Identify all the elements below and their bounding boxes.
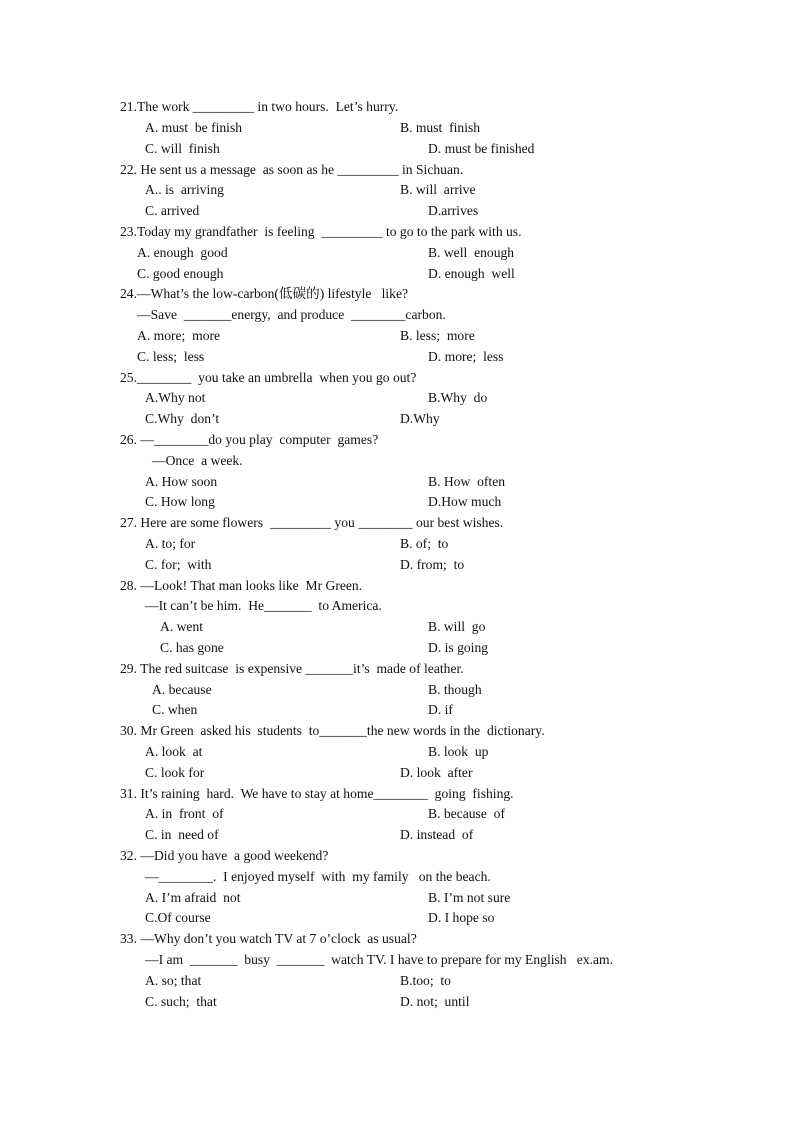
question-31-option-d: D. instead of: [400, 827, 474, 842]
question-27-stem: 27. Here are some flowers _________ you ________ our best wishes.: [120, 515, 504, 530]
question-29-stem: 29. The red suitcase is expensive _______it’s made of leather.: [120, 661, 464, 676]
question-32-option-a: A. I’m afraid not: [145, 890, 241, 905]
question-26-option-a: A. How soon: [145, 474, 218, 489]
question-32-option-b: B. I’m not sure: [428, 890, 511, 905]
question-24-stem: 24.—What’s the low-carbon(低碳的) lifestyle like?: [120, 286, 409, 301]
question-24-option-c: C. less; less: [137, 349, 205, 364]
question-26-option-d: D.How much: [428, 494, 502, 509]
question-30-option-c: C. look for: [145, 765, 205, 780]
question-28-option-b: B. will go: [428, 619, 486, 634]
question-22-option-c: C. arrived: [145, 203, 200, 218]
question-32-reply: —________. I enjoyed myself with my family on the beach.: [145, 869, 491, 884]
question-30-option-b: B. look up: [428, 744, 489, 759]
question-21-stem: 21.The work _________ in two hours. Let’s hurry.: [120, 99, 399, 114]
question-29-option-c: C. when: [152, 702, 198, 717]
question-28-option-d: D. is going: [428, 640, 489, 655]
question-33-option-b: B.too; to: [400, 973, 451, 988]
question-25-option-b: B.Why do: [428, 390, 488, 405]
question-28-reply: —It can’t be him. He_______ to America.: [145, 598, 382, 613]
question-33-option-c: C. such; that: [145, 994, 217, 1009]
question-33-stem: 33. —Why don’t you watch TV at 7 o’clock as usual?: [120, 931, 417, 946]
question-24-option-d: D. more; less: [428, 349, 504, 364]
question-26-reply: —Once a week.: [152, 453, 243, 468]
question-23-option-c: C. good enough: [137, 266, 224, 281]
question-21-option-c: C. will finish: [145, 141, 220, 156]
question-27-option-c: C. for; with: [145, 557, 212, 572]
question-33-option-d: D. not; until: [400, 994, 470, 1009]
question-22-option-b: B. will arrive: [400, 182, 476, 197]
question-33-option-a: A. so; that: [145, 973, 202, 988]
question-28-option-a: A. went: [160, 619, 204, 634]
question-24-option-a: A. more; more: [137, 328, 221, 343]
question-25-option-c: C.Why don’t: [145, 411, 220, 426]
question-21-option-d: D. must be finished: [428, 141, 535, 156]
question-29-option-d: D. if: [428, 702, 453, 717]
question-32-option-d: D. I hope so: [428, 910, 495, 925]
question-27-option-a: A. to; for: [145, 536, 196, 551]
question-30-stem: 30. Mr Green asked his students to_______the new words in the dictionary.: [120, 723, 545, 738]
question-23-option-b: B. well enough: [428, 245, 515, 260]
question-23-stem: 23.Today my grandfather is feeling _________ to go to the park with us.: [120, 224, 522, 239]
question-30-option-a: A. look at: [145, 744, 203, 759]
question-28-option-c: C. has gone: [160, 640, 224, 655]
question-21-option-b: B. must finish: [400, 120, 481, 135]
question-26-option-c: C. How long: [145, 494, 215, 509]
question-26-option-b: B. How often: [428, 474, 506, 489]
question-33-reply: —I am _______ busy _______ watch TV. I have to prepare for my English ex.am.: [145, 952, 614, 967]
question-31-option-c: C. in need of: [145, 827, 219, 842]
question-29-option-b: B. though: [428, 682, 482, 697]
question-22-stem: 22. He sent us a message as soon as he _________ in Sichuan.: [120, 162, 464, 177]
question-29-option-a: A. because: [152, 682, 212, 697]
question-21-option-a: A. must be finish: [145, 120, 243, 135]
question-31-option-b: B. because of: [428, 806, 506, 821]
question-24-option-b: B. less; more: [400, 328, 475, 343]
question-27-option-b: B. of; to: [400, 536, 449, 551]
question-22-option-a: A.. is arriving: [145, 182, 224, 197]
question-23-option-a: A. enough good: [137, 245, 228, 260]
question-24-reply: —Save _______energy, and produce ________carbon.: [137, 307, 446, 322]
question-30-option-d: D. look after: [400, 765, 473, 780]
question-22-option-d: D.arrives: [428, 203, 479, 218]
question-32-stem: 32. —Did you have a good weekend?: [120, 848, 329, 863]
question-25-option-a: A.Why not: [145, 390, 206, 405]
question-32-option-c: C.Of course: [145, 910, 211, 925]
question-23-option-d: D. enough well: [428, 266, 515, 281]
question-28-stem: 28. —Look! That man looks like Mr Green.: [120, 578, 363, 593]
question-31-stem: 31. It’s raining hard. We have to stay at home________ going fishing.: [120, 786, 514, 801]
question-25-option-d: D.Why: [400, 411, 440, 426]
question-31-option-a: A. in front of: [145, 806, 224, 821]
question-27-option-d: D. from; to: [400, 557, 465, 572]
question-25-stem: 25.________ you take an umbrella when you go out?: [120, 370, 417, 385]
question-26-stem: 26. —________do you play computer games?: [120, 432, 379, 447]
